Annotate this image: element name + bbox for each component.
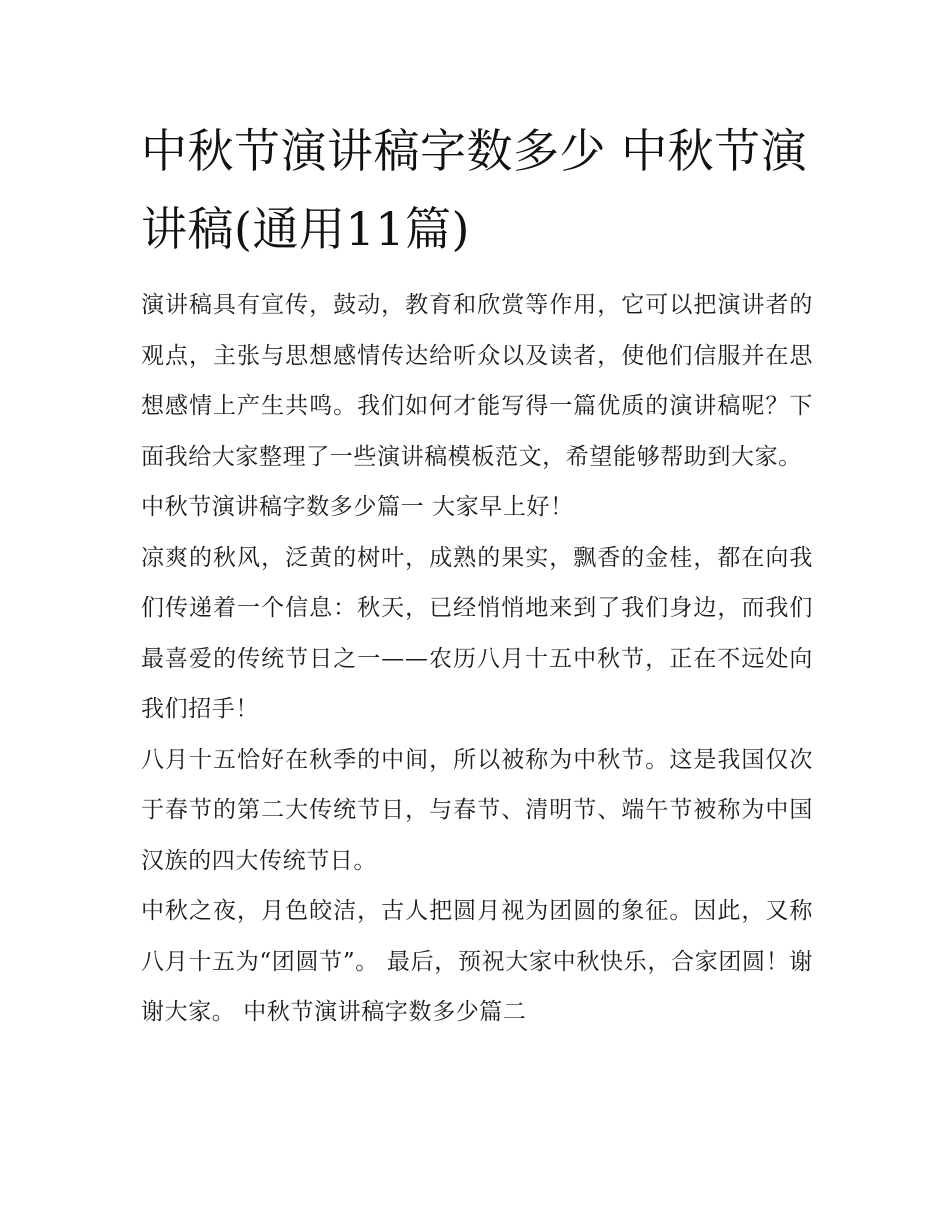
paragraph-mid-autumn-meaning: 八月十五恰好在秋季的中间，所以被称为中秋节。这是我国仅次于春节的第二大传统节日，与春节、清明节、端午节被称为中国汉族的四大传统节日。 [141,746,813,874]
paragraph-autumn: 凉爽的秋风，泛黄的树叶，成熟的果实，飘香的金桂，都在向我们传递着一个信息：秋天，已经悄悄地来到了我们身边，而我们最喜爱的传统节日之一——农历八月十五中秋节，正在不远处向我们招手！ [141,544,813,722]
paragraph-intro: 演讲稿具有宣传，鼓动，教育和欣赏等作用，它可以把演讲者的观点，主张与思想感情传达给听众以及读者，使他们信服并在思想感情上产生共鸣。我们如何才能写得一篇优质的演讲稿呢？下面我给大家整理了一些演讲稿模板范文，希望能够帮助到大家。 [141,292,813,470]
paragraph-section-heading: 中秋节演讲稿字数多少篇一 大家早上好！ [141,494,574,520]
paragraph-reunion: 中秋之夜，月色皎洁，古人把圆月视为团圆的象征。因此，又称八月十五为“团圆节”。 最后，预祝大家中秋快乐，合家团圆！谢谢大家。 中秋节演讲稿字数多少篇二 [141,898,813,1025]
document-title: 中秋节演讲稿字数多少 中秋节演讲稿(通用11篇) [141,124,808,256]
document-body [141,112,813,1038]
